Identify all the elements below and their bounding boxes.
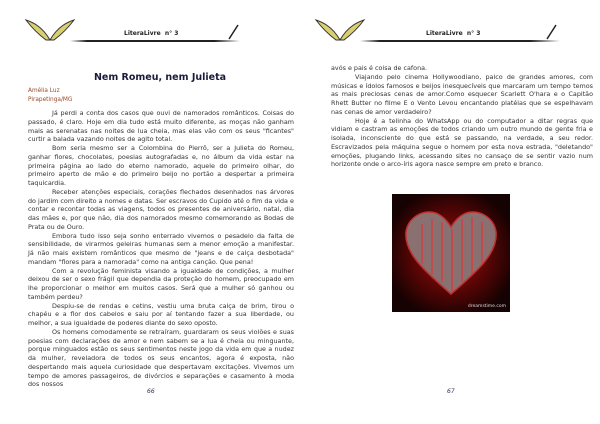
paragraph: Despiu-se de rendas e cetins, vestiu uma bruta calça de brim, tirou o chapéu e a flor dos cabelos e saiu por aí tentando fazer a sua liberdade, ou melhor, a sua igualdade de poderes diante do sexo oposto.	[28, 301, 294, 327]
wings-logo-icon	[24, 18, 76, 44]
heart-icon	[392, 194, 510, 312]
right-page	[300, 0, 600, 424]
paragraph: Com a revolução feminista visando a igualdade de condições, a mulher deixou de ser o sexo frágil que dependia da proteção do homem, preocupado em lhe proporcionar o melhor em muitos casos. Será que a mulher só ganhou ou também perdeu?	[28, 266, 294, 301]
paragraph: Receber atenções especiais, corações flechados desenhados nas árvores do jardim com direito a nomes e datas. Ser escravos do Cupido até o fim da vida e contar e recontar todas as viagens, todos os presentes de aniversário, natal, dia das mães e, por que não, dia dos namorados mesmo comemorando as Bodas de Prata ou de Ouro.	[28, 187, 294, 231]
article-body-left	[28, 109, 294, 389]
paragraph: Bom seria mesmo ser a Colombina do Pierrô, ser a Julieta do Romeu, ganhar flores, chocolates, poesias autografadas e, no álbum da vida estar na primeira página ao lado do eterno namorado, aquele do primeiro olhar, do primeiro aperto de mão e do primeiro beijo no portão a despertar a primeira taquicardia.	[28, 144, 294, 187]
author-name: Amélia Luz	[28, 88, 60, 94]
paragraph: avós e pais é coisa de cafona.	[331, 64, 428, 72]
author-location: Pirapetinga/MG	[28, 97, 73, 103]
header-title: LiteraLivre n° 3	[124, 30, 179, 37]
heart-image	[392, 194, 510, 312]
paragraph: Os homens comodamente se retraíram, guardaram os seus violões e suas poesias com declarações de amor e nem sabem se a lua é cheia ou minguante, porque minguados estão os seus sentimentos neste jogo da vida em que a nudez da mulher, reveladora de todos os seus encantos, agora é exposta, não despertando mais aquela curiosidade que despertavam excitações. Vivemos um tempo de amores passageiros, de divórcios e separações e casamento à moda dos nossos	[28, 327, 294, 389]
article-title: Nem Romeu, nem Julieta	[93, 72, 227, 83]
paragraph: Viajando pelo cinema Hollywoodiano, palco de grandes amores, com músicas e ídolos famosos e beijos inesquecíveis que marcaram um tempo temos as mais preciosas cenas de amor.Como esquecer Scarlett O'hara e o Capitão Rhett Butter no filme E o Vento Levou encantando platéias que se espelhavam nas cenas de amor verdadeiro?	[331, 72, 593, 116]
wings-logo-icon	[314, 18, 366, 44]
image-watermark: dreamstime.com	[467, 304, 506, 309]
header-line	[360, 40, 560, 42]
pen-icon	[226, 24, 240, 42]
page-number: 66	[147, 388, 155, 395]
pen-icon	[544, 24, 558, 42]
paragraph: Hoje é a telinha do WhatsApp ou do computador a ditar regras que vidiam e castram as emoções de todos criando um outro mundo de gente fria e isolada, inconsciente do que está se passando, na verdade, a seu redor. Escravizados pela máquina segue o homem por esta nova estrada, "deletando" emoções, plugando links, acessando sites no cansaço de se sentir vazio num horizonte onde o arco-íris agora nasce sempre em preto e branco.	[331, 116, 593, 169]
header-title: LiteraLivre n° 3	[426, 30, 481, 37]
page-number: 67	[447, 388, 455, 395]
article-body-right	[331, 64, 593, 169]
paragraph: Embora tudo isso seja sonho enterrado vivemos o pesadelo da falta de sensibilidade, de virarmos geleiras humanas sem a menor emoção a manifestar. Já não mais existem românticos que mesmo de "jeans e de calça desbotada" mandam "flores para a namorada" como na antiga canção. Que pena!	[28, 231, 294, 266]
header-line	[70, 40, 240, 42]
paragraph: Já perdi a conta dos casos que ouvi de namorados românticos. Coisas do passado, é claro. Hoje em dia tudo está muito diferente, as moças não ganham mais as serenatas nas noites de lua cheia, mas elas vão com os seus "ficantes" curtir a balada vazando noites de agito total.	[28, 109, 294, 144]
